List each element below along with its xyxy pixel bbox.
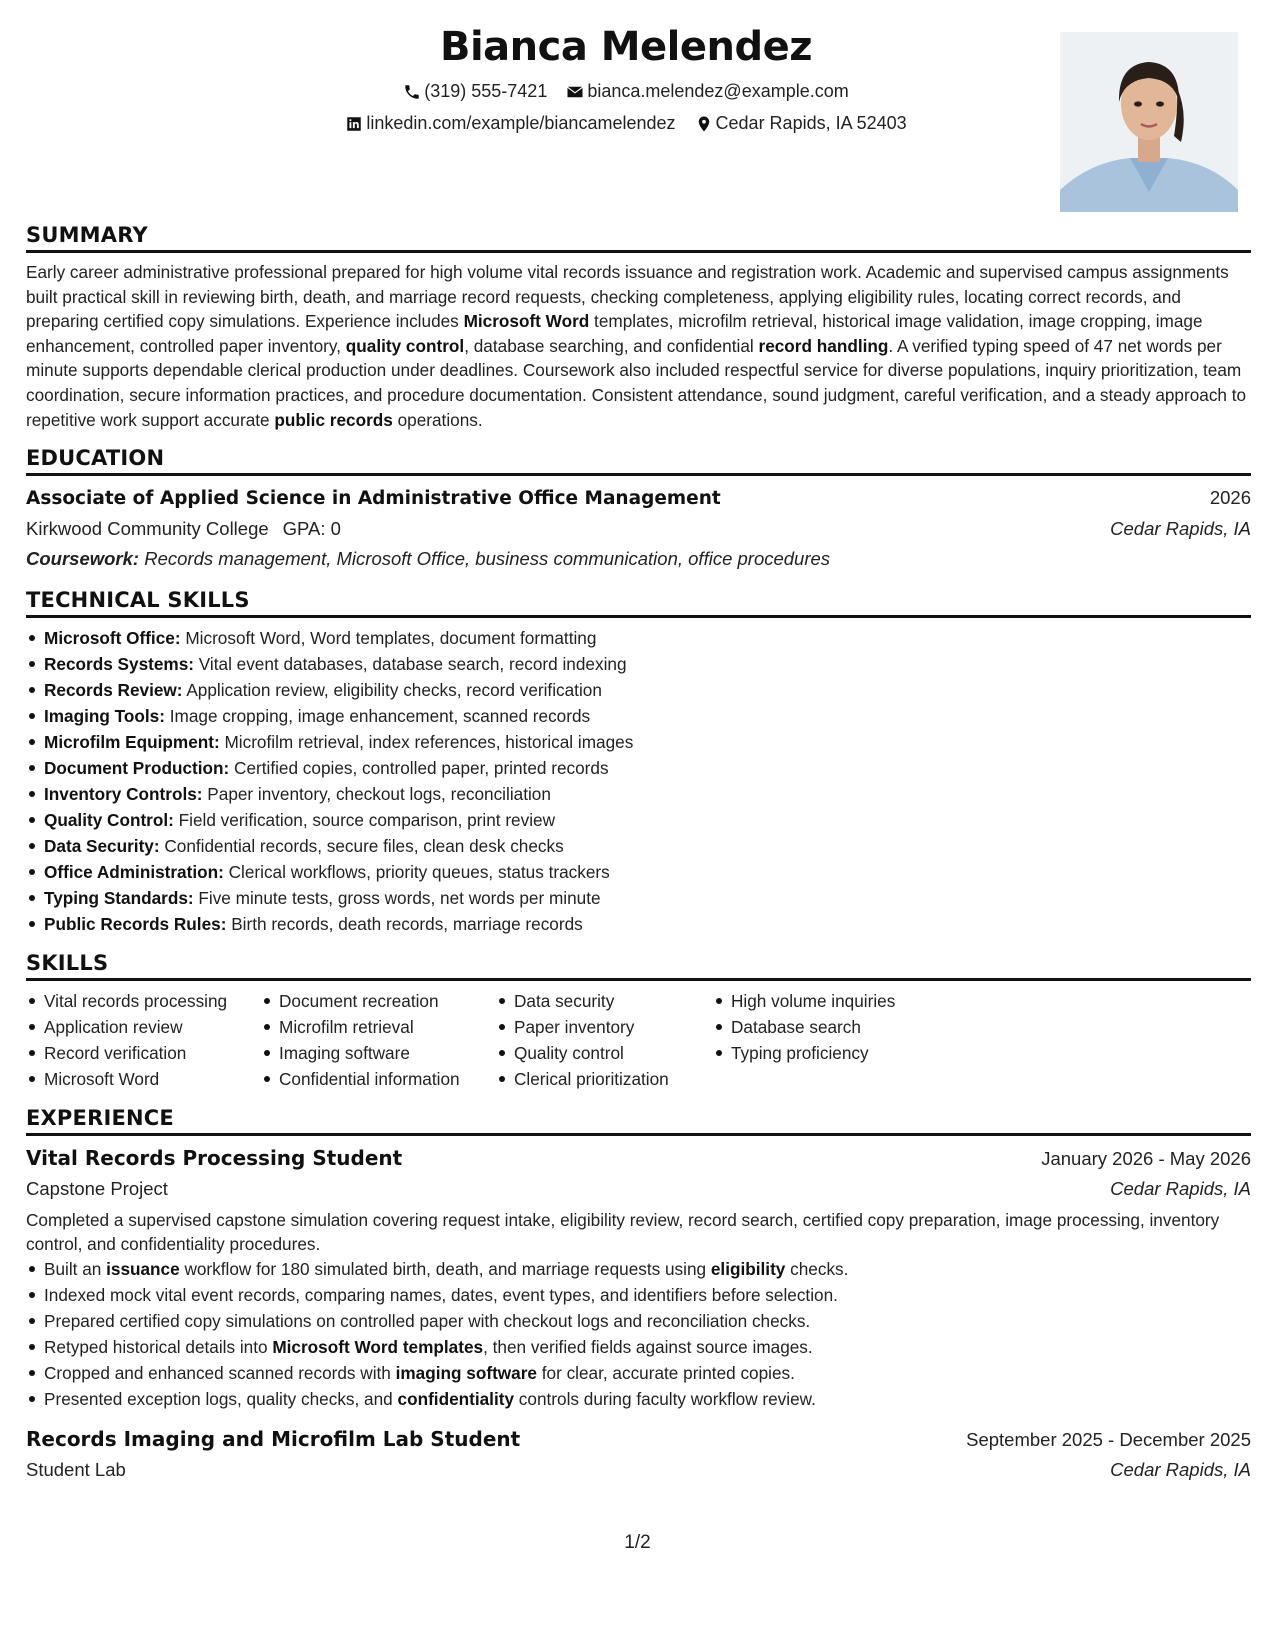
list-item: Document recreation: [261, 988, 496, 1014]
list-item: [26, 625, 1251, 651]
summary-keyword: public records: [274, 409, 393, 430]
gpa-value: GPA: 0: [282, 518, 341, 540]
list-item: [26, 1386, 1251, 1412]
email-text[interactable]: bianca.melendez@example.com: [587, 81, 849, 101]
list-item: [26, 807, 1251, 833]
bullet-keyword: issuance: [106, 1259, 180, 1280]
summary-segment: templates, microfilm retrieval, historical image validation, image cropping, image enhancement, controlled paper inventory,: [26, 311, 1203, 356]
graduation-year: 2026: [1209, 487, 1251, 509]
job-title: Vital Records Processing Student: [26, 1146, 403, 1171]
page-number: 1/2: [624, 1532, 651, 1553]
summary-segment: . A verified typing speed of 47 net words per minute supports dependable clerical production under deadlines. Coursework also included respectful service for diverse populations, inquiry prioritization, team coordination, secure information practices, and procedure documentation. Consistent attendance, sound judgment, careful verification, and a steady approach to repetitive work support accurate: [26, 335, 1247, 430]
degree-row: [26, 483, 1251, 514]
education-heading: EDUCATION: [26, 446, 1251, 476]
skill-details: Certified copies, controlled paper, printed records: [229, 758, 609, 779]
list-item: [26, 781, 1251, 807]
summary-segment: , database searching, and confidential: [464, 335, 759, 356]
linkedin-icon: [345, 115, 363, 133]
skill-category: Inventory Controls:: [44, 784, 203, 805]
list-item: [26, 703, 1251, 729]
coursework-line: [26, 544, 1251, 574]
list-item: [26, 651, 1251, 677]
bullet-text: for clear, accurate printed copies.: [536, 1363, 795, 1384]
list-item: [26, 1308, 1251, 1334]
job-location: Cedar Rapids, IA: [1110, 1178, 1251, 1200]
list-item: Database search: [713, 1014, 973, 1040]
email-contact[interactable]: [566, 81, 848, 102]
skills-column-2: [261, 988, 496, 1092]
list-item: Record verification: [26, 1040, 261, 1066]
list-item: [26, 1282, 1251, 1308]
job-bullets: [26, 1256, 1251, 1412]
job-title: Records Imaging and Microfilm Lab Student: [26, 1427, 521, 1452]
envelope-icon: [566, 83, 584, 101]
list-item: Microsoft Word: [26, 1066, 261, 1092]
list-item: [26, 1256, 1251, 1282]
experience-section: [26, 1106, 1251, 1485]
skill-category: Microfilm Equipment:: [44, 732, 220, 753]
list-item: Application review: [26, 1014, 261, 1040]
linkedin-text[interactable]: linkedin.com/example/biancamelendez: [366, 113, 676, 133]
job-entry: [26, 1143, 1251, 1412]
skill-details: Application review, eligibility checks, record verification: [182, 680, 602, 701]
degree-title: Associate of Applied Science in Administrative Office Management: [26, 488, 721, 510]
job-dates: January 2026 - May 2026: [1041, 1148, 1251, 1170]
job-title-row: [26, 1143, 1251, 1174]
list-item: Clerical prioritization: [496, 1066, 713, 1092]
bullet-text: , then verified fields against source images.: [483, 1337, 813, 1358]
job-location: Cedar Rapids, IA: [1110, 1459, 1251, 1481]
bullet-text: checks.: [785, 1259, 849, 1280]
list-item: Paper inventory: [496, 1014, 713, 1040]
candidate-name: Bianca Melendez: [439, 24, 813, 70]
job-organization: Student Lab: [26, 1459, 126, 1481]
map-pin-icon: [695, 115, 713, 133]
list-item: [26, 677, 1251, 703]
skills-section: [26, 951, 1251, 1092]
resume-page: [26, 18, 1251, 1638]
list-item: Typing proficiency: [713, 1040, 973, 1066]
summary-segment: Early career administrative professional prepared for high volume vital records issuance and registration work. Academic and supervised campus assignments built practical skill in reviewing birth, death, and marriage record requests, checking completeness, applying eligibility rules, locating correct records, and preparing certified copy simulations. Experience includes: [26, 262, 1229, 332]
location-contact: [695, 113, 907, 134]
skill-category: Document Production:: [44, 758, 230, 779]
school-location: Cedar Rapids, IA: [1110, 518, 1251, 540]
school-row: [26, 514, 1251, 544]
list-item: Quality control: [496, 1040, 713, 1066]
bullet-text: Cropped and enhanced scanned records with: [44, 1363, 396, 1384]
skills-column-1: [26, 988, 261, 1092]
location-text: Cedar Rapids, IA 52403: [715, 113, 907, 133]
contact-row-2: [26, 113, 1226, 138]
skills-grid: [26, 988, 1251, 1092]
skill-category: Imaging Tools:: [44, 706, 165, 727]
job-entry: [26, 1424, 1251, 1485]
bullet-keyword: imaging software: [395, 1363, 537, 1384]
phone-contact: [403, 81, 547, 102]
resume-header: [26, 18, 1251, 223]
technical-skills-list: [26, 625, 1251, 937]
skill-details: Birth records, death records, marriage records: [226, 914, 583, 935]
summary-text: [26, 260, 1251, 432]
bullet-text: Presented exception logs, quality checks, and: [44, 1389, 398, 1410]
summary-keyword: record handling: [758, 335, 889, 356]
school-info: [26, 514, 341, 544]
skill-details: Five minute tests, gross words, net words per minute: [193, 888, 601, 909]
linkedin-contact[interactable]: [345, 113, 675, 134]
list-item: [26, 755, 1251, 781]
skill-details: Image cropping, image enhancement, scanned records: [164, 706, 591, 727]
list-item: Data security: [496, 988, 713, 1014]
job-title-row: [26, 1424, 1251, 1455]
list-item: Imaging software: [261, 1040, 496, 1066]
skill-category: Records Review:: [44, 680, 183, 701]
list-item: [26, 833, 1251, 859]
list-item: [26, 859, 1251, 885]
coursework-text: Records management, Microsoft Office, business communication, office procedures: [139, 548, 831, 570]
list-item: [26, 1334, 1251, 1360]
job-org-row: [26, 1455, 1251, 1485]
skill-category: Microsoft Office:: [44, 628, 181, 649]
bullet-text: Prepared certified copy simulations on controlled paper with checkout logs and reconciliation checks.: [44, 1311, 811, 1332]
phone-text: (319) 555-7421: [424, 81, 548, 101]
skill-category: Quality Control:: [44, 810, 174, 831]
bullet-text: Built an: [44, 1259, 107, 1280]
list-item: [26, 729, 1251, 755]
list-item: [26, 1360, 1251, 1386]
school-name: Kirkwood Community College: [26, 518, 269, 540]
skill-category: Data Security:: [44, 836, 160, 857]
summary-heading: SUMMARY: [26, 223, 1251, 253]
skill-details: Paper inventory, checkout logs, reconciliation: [202, 784, 551, 805]
coursework-label: Coursework:: [26, 548, 140, 570]
job-description: Completed a supervised capstone simulation covering request intake, eligibility review, record search, certified copy preparation, image processing, inventory control, and confidentiality procedures.: [26, 1210, 1220, 1255]
bullet-keyword: Microsoft Word templates: [272, 1337, 484, 1358]
skill-category: Public Records Rules:: [44, 914, 227, 935]
list-item: Microfilm retrieval: [261, 1014, 496, 1040]
bullet-text: Retyped historical details into: [44, 1337, 273, 1358]
skills-heading: SKILLS: [26, 951, 1251, 981]
bullet-text: Indexed mock vital event records, comparing names, dates, event types, and identifiers before selection.: [44, 1285, 838, 1306]
phone-icon: [403, 83, 421, 101]
contact-row-1: [26, 81, 1226, 106]
list-item: [26, 885, 1251, 911]
summary-keyword: quality control: [345, 335, 465, 356]
profile-photo: [1060, 32, 1238, 212]
list-item: High volume inquiries: [713, 988, 973, 1014]
skill-category: Typing Standards:: [44, 888, 194, 909]
summary-section: [26, 223, 1251, 432]
skill-details: Field verification, source comparison, print review: [173, 810, 555, 831]
skill-details: Microfilm retrieval, index references, historical images: [219, 732, 634, 753]
list-item: Confidential information: [261, 1066, 496, 1092]
education-section: [26, 446, 1251, 574]
job-dates: September 2025 - December 2025: [966, 1429, 1251, 1451]
job-org-row: [26, 1174, 1251, 1204]
technical-skills-heading: TECHNICAL SKILLS: [26, 588, 1251, 618]
bullet-keyword: eligibility: [710, 1259, 786, 1280]
skills-column-4: [713, 988, 973, 1092]
list-item: Vital records processing: [26, 988, 261, 1014]
skill-category: Office Administration:: [44, 862, 224, 883]
skill-details: Confidential records, secure files, clean desk checks: [159, 836, 564, 857]
technical-skills-section: [26, 588, 1251, 937]
skill-category: Records Systems:: [44, 654, 194, 675]
bullet-keyword: confidentiality: [397, 1389, 515, 1410]
skills-column-3: [496, 988, 713, 1092]
skill-details: Clerical workflows, priority queues, status trackers: [223, 862, 610, 883]
skill-details: Microsoft Word, Word templates, document formatting: [180, 628, 597, 649]
summary-segment: operations.: [392, 409, 483, 430]
bullet-text: controls during faculty workflow review.: [514, 1389, 816, 1410]
experience-heading: EXPERIENCE: [26, 1106, 1251, 1136]
bullet-text: workflow for 180 simulated birth, death, and marriage requests using: [179, 1259, 711, 1280]
list-item: [26, 911, 1251, 937]
skill-details: Vital event databases, database search, record indexing: [193, 654, 627, 675]
job-organization: Capstone Project: [26, 1178, 168, 1200]
summary-keyword: Microsoft Word: [463, 311, 590, 332]
